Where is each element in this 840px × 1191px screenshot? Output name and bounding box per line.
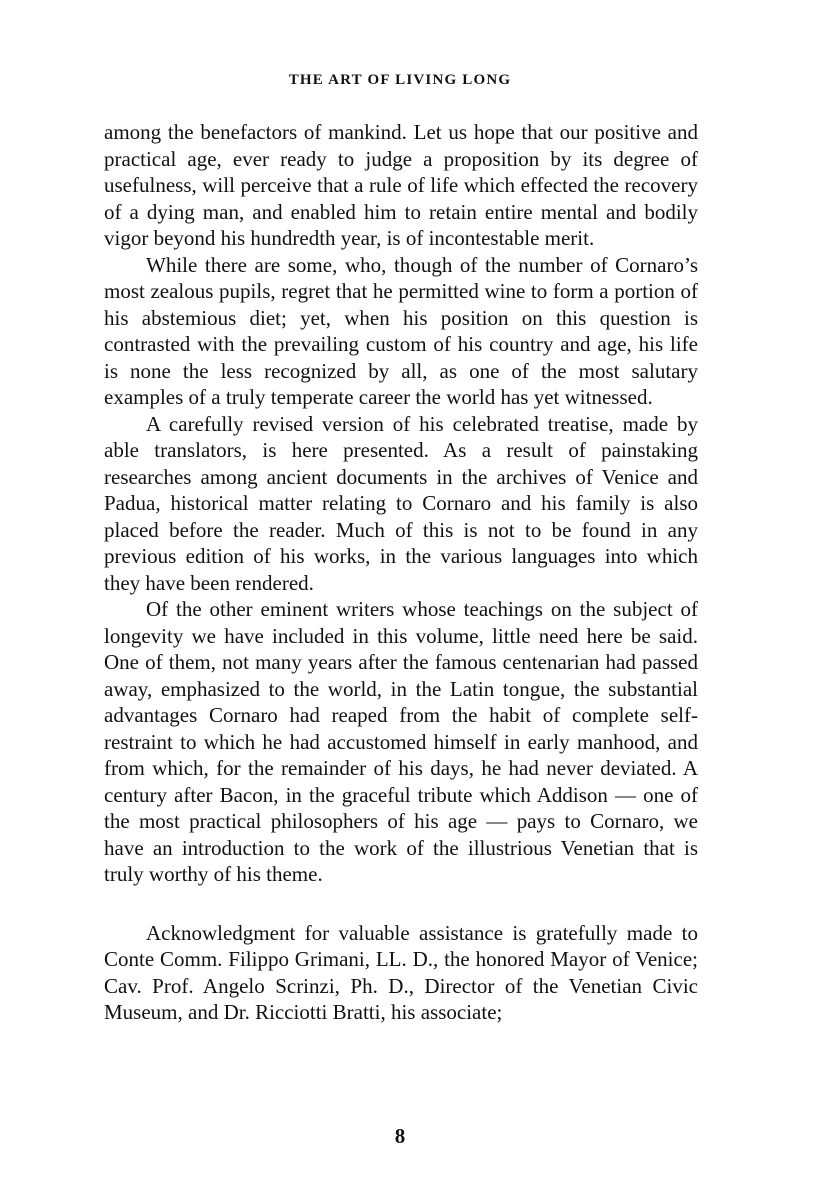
- body-text: [104, 119, 698, 1026]
- paragraph-wine: While there are some, who, though of the number of Cornaro’s most zealous pupils, regret that he permitted wine to form a portion of his abstemious diet; yet, when his position on this question is contrasted with the prevailing custom of his country and age, his life is none the less recognized by all, as one of the most salutary examples of a truly temperate career the world has yet witnessed.: [104, 252, 698, 409]
- running-head: THE ART OF LIVING LONG: [288, 72, 512, 88]
- paragraph-continuation: among the benefactors of mankind. Let us hope that our positive and practical age, ever ready to judge a proposition by its degree of usefulness, will perceive that a rule of life which effected the recovery of a dying man, and enabled him to retain entire mental and bodily vigor beyond his hundredth year, is of incontestable merit.: [104, 120, 698, 250]
- paragraph-treatise: A carefully revised version of his celebrated treatise, made by able translators, is here presented. As a result of painstaking researches among ancient documents in the archives of Venice and Padua, historical matter relating to Cornaro and his family is also placed before the reader. Much of this is not to be found in any previous edition of his works, in the various languages into which they have been rendered.: [104, 411, 698, 595]
- paragraph-acknowledgment: Acknowledgment for valuable assistance is gratefully made to Conte Comm. Filippo Grimani, LL. D., the honored Mayor of Venice; Cav. Prof. Angelo Scrinzi, Ph. D., Director of the Venetian Civic Museum, and Dr. Ricciotti Bratti, his associate;: [104, 920, 698, 1024]
- paragraph-other-writers: Of the other eminent writers whose teachings on the subject of longevity we have included in this volume, little need here be said. One of them, not many years after the famous centenarian had passed away, emphasized to the world, in the Latin tongue, the substantial advantages Cornaro had reaped from the habit of complete self-restraint to which he had accustomed himself in early manhood, and from which, for the remainder of his days, he had never deviated. A century after Bacon, in the graceful tribute which Addison — one of the most practical philosophers of his age — pays to Cornaro, we have an introduction to the work of the illustrious Venetian that is truly worthy of his theme.: [104, 597, 698, 886]
- page-number: 8: [394, 1124, 406, 1148]
